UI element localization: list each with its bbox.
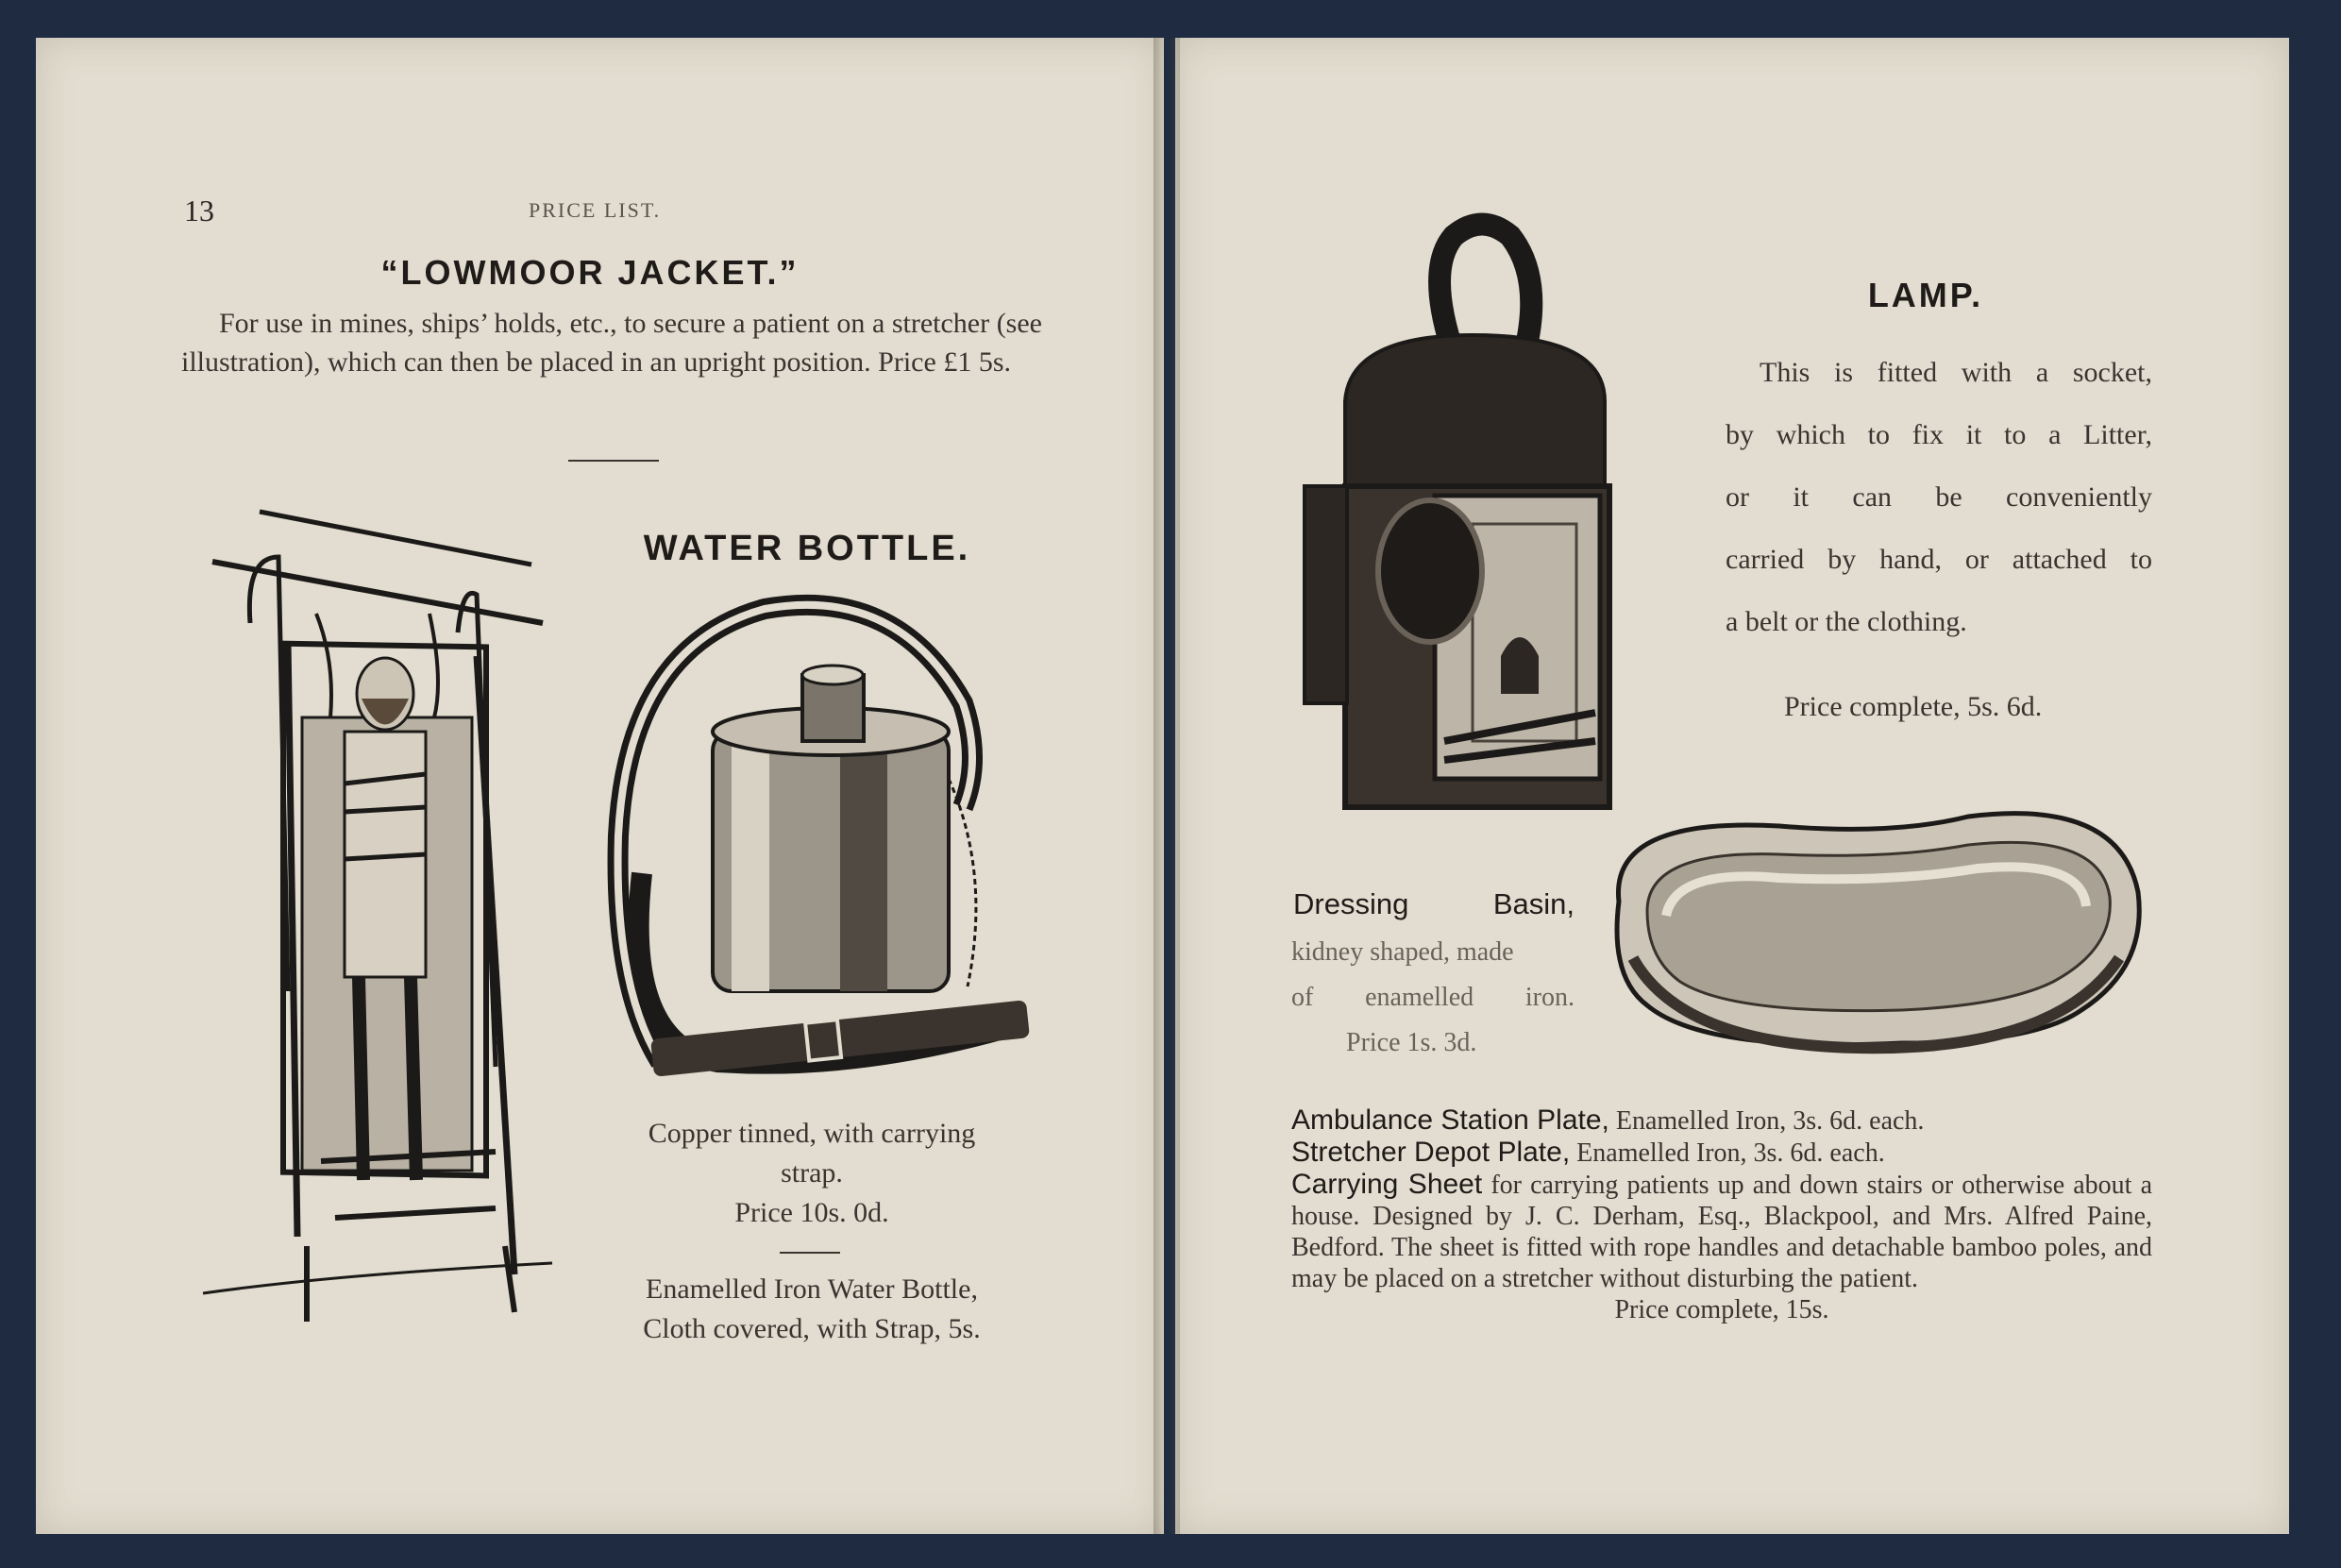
stretcher-illustration: [194, 500, 557, 1350]
section-divider: [568, 460, 659, 462]
basin-description: [1291, 930, 1575, 1066]
basin-line1: kidney shaped, made: [1291, 937, 1514, 967]
enamelled-water-bottle: [585, 1270, 1038, 1349]
lamp-line2: by which to fix it to a Litter,: [1726, 419, 2152, 450]
lamp-line5: a belt or the clothing.: [1726, 606, 1967, 637]
ambulance-plate-name: Ambulance Station Plate,: [1291, 1104, 1609, 1136]
basin-line2: of enamelled iron.: [1291, 983, 1575, 1012]
water-bottle-title: WATER BOTTLE.: [643, 529, 971, 568]
enamelled-bottle-line1: Enamelled Iron Water Bottle,: [646, 1273, 978, 1305]
lamp-line1: This is fitted with a socket,: [1760, 357, 2152, 388]
water-bottle-price: Price 10s. 0d.: [734, 1197, 889, 1228]
ambulance-plate-text: Enamelled Iron, 3s. 6d. each.: [1615, 1106, 1925, 1136]
stretcher-plate-text: Enamelled Iron, 3s. 6d. each.: [1576, 1138, 1885, 1168]
ambulance-station-plate: [1291, 1104, 2152, 1137]
jacket-price: Price £1 5s.: [878, 346, 1011, 379]
lamp-illustration: [1293, 212, 1671, 835]
water-bottle-caption-line2: strap.: [781, 1157, 843, 1189]
page-number: 13: [184, 194, 214, 228]
lamp-description: [1726, 342, 2152, 653]
lamp-title: LAMP.: [1867, 276, 1984, 314]
lamp-line3: or it can be conveniently: [1726, 481, 2152, 513]
basin-price: Price 1s. 3d.: [1346, 1028, 1477, 1057]
caption-divider: [780, 1252, 840, 1254]
carrying-sheet-text: for carrying patients up and down stairs or otherwise about a house. Designed by J. C. Derham, Esq., Blackpool, and Mrs. Alfred Paine, Bedford. The sheet is fitted with rope handles and detachable bamboo poles, and may be placed on a stretcher without disturbing the patient.: [1291, 1171, 2152, 1293]
lamp-price: Price complete, 5s. 6d.: [1784, 691, 2043, 722]
dressing-basin-illustration: [1591, 807, 2147, 1062]
stretcher-depot-plate: [1291, 1137, 2152, 1169]
lowmoor-jacket-description: [181, 304, 1042, 382]
stretcher-plate-name: Stretcher Depot Plate,: [1291, 1137, 1571, 1168]
water-bottle-illustration: [595, 590, 1029, 1100]
carrying-sheet-name: Carrying Sheet: [1291, 1169, 1483, 1200]
plates-list: [1291, 1104, 2152, 1325]
water-bottle-caption: [585, 1114, 1038, 1233]
jacket-description-text: For use in mines, ships’ holds, etc., to secure a patient on a stretcher (see illustration), which can then be placed in an upright position.: [181, 308, 1042, 379]
lamp-line4: carried by hand, or attached to: [1726, 544, 2152, 575]
carrying-sheet: [1291, 1169, 2152, 1294]
book-spine: [1154, 38, 1180, 1534]
running-head: PRICE LIST.: [529, 198, 662, 222]
basin-title: Dressing Basin,: [1293, 887, 1575, 920]
enamelled-bottle-line2: Cloth covered, with Strap, 5s.: [643, 1313, 981, 1344]
lowmoor-jacket-title: “LOWMOOR JACKET.”: [380, 253, 800, 292]
water-bottle-caption-line1: Copper tinned, with carrying: [648, 1118, 976, 1149]
carrying-sheet-price: Price complete, 15s.: [1614, 1295, 1829, 1324]
